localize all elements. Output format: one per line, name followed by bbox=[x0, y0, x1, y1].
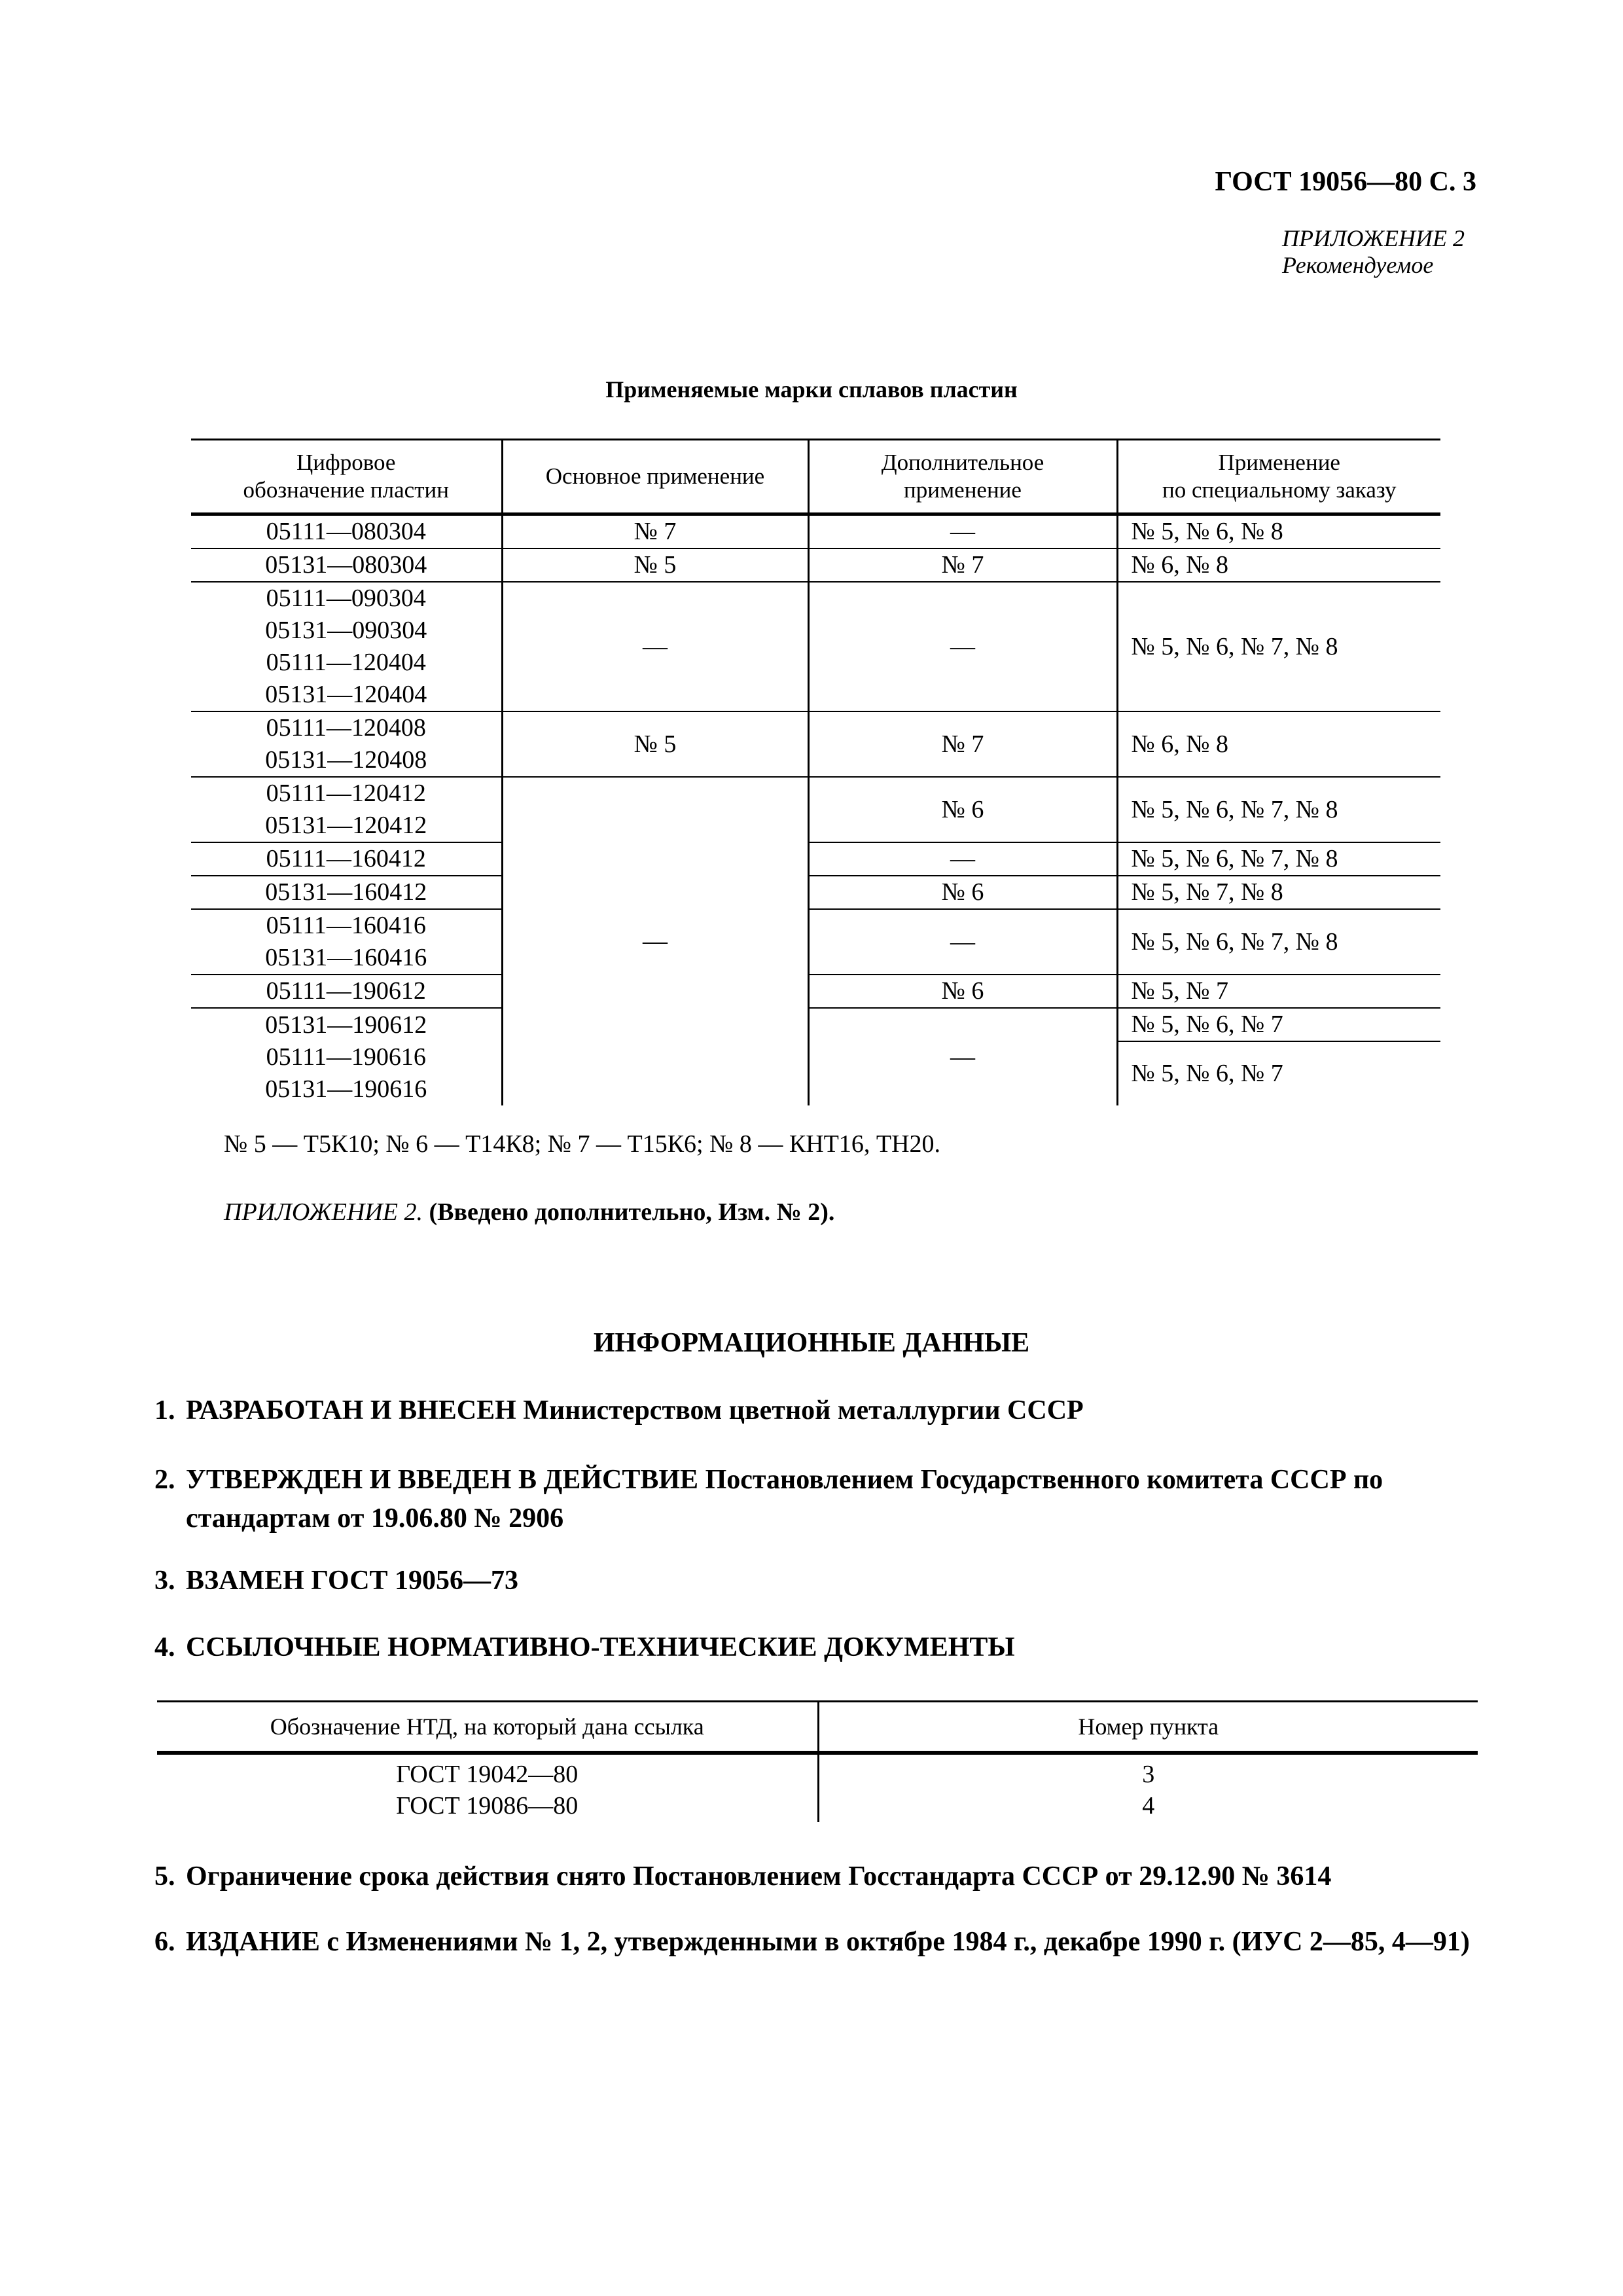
info-item-text: ССЫЛОЧНЫЕ НОРМАТИВНО-ТЕХНИЧЕСКИЕ ДОКУМЕНТЫ bbox=[186, 1632, 1015, 1662]
table-header-row bbox=[191, 440, 1440, 514]
table-header-row bbox=[157, 1702, 1478, 1753]
plate-code: 05111—080304 bbox=[266, 518, 426, 545]
info-item-text: ВЗАМЕН ГОСТ 19056—73 bbox=[186, 1566, 519, 1596]
table-row bbox=[191, 909, 1440, 975]
info-item bbox=[154, 1391, 1483, 1430]
special-order-cell: № 5, № 6, № 7, № 8 bbox=[1117, 842, 1440, 876]
plate-code: 05111—190616 bbox=[266, 1043, 426, 1071]
additional-use-cell: № 6 bbox=[808, 777, 1117, 842]
info-item bbox=[154, 1923, 1483, 1962]
special-order-cell: № 5, № 7, № 8 bbox=[1117, 876, 1440, 909]
additional-use-cell: — bbox=[808, 582, 1117, 711]
table-row bbox=[191, 711, 1440, 777]
info-item-number: 2. bbox=[154, 1465, 175, 1495]
additional-use-cell: № 7 bbox=[808, 548, 1117, 582]
special-order-cell: № 5, № 6, № 8 bbox=[1117, 514, 1440, 549]
info-item-text: Ограничение срока действия снято Постановлением Госстандарта СССР от 29.12.90 № 3614 bbox=[186, 1861, 1332, 1892]
info-item-text: УТВЕРЖДЕН И ВВЕДЕН В ДЕЙСТВИЕ Постановлением Государственного комитета СССР по стандартам от 19.06.80 № 2906 bbox=[186, 1465, 1383, 1534]
reference-docs-table bbox=[157, 1700, 1478, 1822]
special-order-cell: № 6, № 8 bbox=[1117, 548, 1440, 582]
plate-code: 05111—120408 05131—120408 bbox=[191, 711, 502, 777]
additional-use-cell: — bbox=[808, 909, 1117, 975]
info-item-text: РАЗРАБОТАН И ВНЕСЕН Министерством цветной металлургии СССР bbox=[186, 1395, 1084, 1426]
plate-code: 05111—190612 bbox=[191, 975, 502, 1008]
plate-code: 05131—190616 bbox=[265, 1075, 427, 1103]
plate-code: 05131—190612 bbox=[191, 1008, 502, 1041]
reference-doc-cell: ГОСТ 19042—80 ГОСТ 19086—80 bbox=[396, 1761, 579, 1820]
table-row bbox=[191, 548, 1440, 582]
info-item-text: ИЗДАНИЕ с Изменениями № 1, 2, утвержденными в октябре 1984 г., декабре 1990 г. (ИУС 2—85, 4—91) bbox=[186, 1927, 1470, 1957]
table-row bbox=[191, 876, 1440, 909]
special-order-cell: № 5, № 6, № 7, № 8 bbox=[1117, 777, 1440, 842]
note-annex-ref: ПРИЛОЖЕНИЕ 2. bbox=[224, 1198, 423, 1226]
special-order-cell: № 6, № 8 bbox=[1117, 711, 1440, 777]
header-clause: Номер пункта bbox=[818, 1702, 1478, 1753]
plate-code: 05131—160412 bbox=[191, 876, 502, 909]
special-order-cell: № 5, № 6, № 7, № 8 bbox=[1117, 909, 1440, 975]
header-document: Обозначение НТД, на который дана ссылка bbox=[157, 1702, 818, 1753]
info-heading: ИНФОРМАЦИОННЫЕ ДАННЫЕ bbox=[593, 1328, 1030, 1358]
special-order-cell: № 5, № 6, № 7, № 8 bbox=[1117, 582, 1440, 711]
info-item-number: 6. bbox=[154, 1927, 175, 1957]
plate-code: 05131—080304 bbox=[191, 548, 502, 582]
plate-code: 05111—120404 05131—120404 bbox=[265, 649, 427, 708]
info-item-number: 1. bbox=[154, 1395, 175, 1426]
plate-code: 05111—160416 05131—160416 bbox=[191, 909, 502, 975]
main-use-cell: — bbox=[502, 777, 808, 1105]
additional-use-cell: № 6 bbox=[808, 876, 1117, 909]
special-order-cell: № 5, № 6, № 7 bbox=[1117, 1008, 1440, 1041]
info-item-number: 5. bbox=[154, 1861, 175, 1892]
additional-use-cell: — bbox=[808, 842, 1117, 876]
table-row bbox=[191, 1008, 1440, 1041]
alloy-legend: № 5 — Т5К10; № 6 — Т14К8; № 7 — Т15К6; № 8 — КНТ16, ТН20. bbox=[224, 1130, 941, 1158]
alloy-table-title: Применяемые марки сплавов пластин bbox=[605, 376, 1018, 403]
info-item-number: 4. bbox=[154, 1632, 175, 1662]
annex-label bbox=[1282, 225, 1465, 279]
header-code: Цифровое обозначение пластин bbox=[191, 440, 502, 514]
header-main-use: Основное применение bbox=[502, 440, 808, 514]
plate-code: 05111—120412 05131—120412 bbox=[191, 777, 502, 842]
clause-number-cell: 3 4 bbox=[818, 1753, 1478, 1822]
info-item bbox=[154, 1461, 1483, 1538]
annex-note bbox=[224, 1198, 834, 1227]
special-order-cell: № 5, № 6, № 7 bbox=[1117, 1041, 1440, 1105]
table-row bbox=[157, 1753, 1478, 1822]
header-special-order: Применение по специальному заказу bbox=[1117, 440, 1440, 514]
table-row bbox=[191, 975, 1440, 1008]
page-header-title: ГОСТ 19056—80 С. 3 bbox=[1215, 167, 1476, 197]
header-additional-use: Дополнительное применение bbox=[808, 440, 1117, 514]
table-row bbox=[191, 582, 1440, 647]
main-use-cell: № 5 bbox=[502, 548, 808, 582]
additional-use-cell: — bbox=[808, 1008, 1117, 1105]
info-item bbox=[154, 1628, 1483, 1667]
table-row bbox=[191, 842, 1440, 876]
special-order-cell: № 5, № 7 bbox=[1117, 975, 1440, 1008]
info-item bbox=[154, 1562, 1483, 1600]
alloy-grades-table bbox=[191, 439, 1440, 1105]
main-use-cell: № 5 bbox=[502, 711, 808, 777]
plate-code: 05111—090304 05131—090304 bbox=[191, 582, 502, 647]
info-item bbox=[154, 1857, 1483, 1896]
table-row bbox=[191, 514, 1440, 549]
annex-status: Рекомендуемое bbox=[1282, 252, 1434, 279]
note-amendment: (Введено дополнительно, Изм. № 2). bbox=[429, 1198, 835, 1226]
main-use-cell: № 7 bbox=[502, 514, 808, 549]
annex-number: ПРИЛОЖЕНИЕ 2 bbox=[1282, 225, 1465, 251]
additional-use-cell: — bbox=[808, 514, 1117, 549]
main-use-cell: — bbox=[502, 582, 808, 711]
additional-use-cell: № 7 bbox=[808, 711, 1117, 777]
table-row bbox=[191, 777, 1440, 842]
additional-use-cell: № 6 bbox=[808, 975, 1117, 1008]
info-item-number: 3. bbox=[154, 1566, 175, 1596]
plate-code: 05111—160412 bbox=[191, 842, 502, 876]
